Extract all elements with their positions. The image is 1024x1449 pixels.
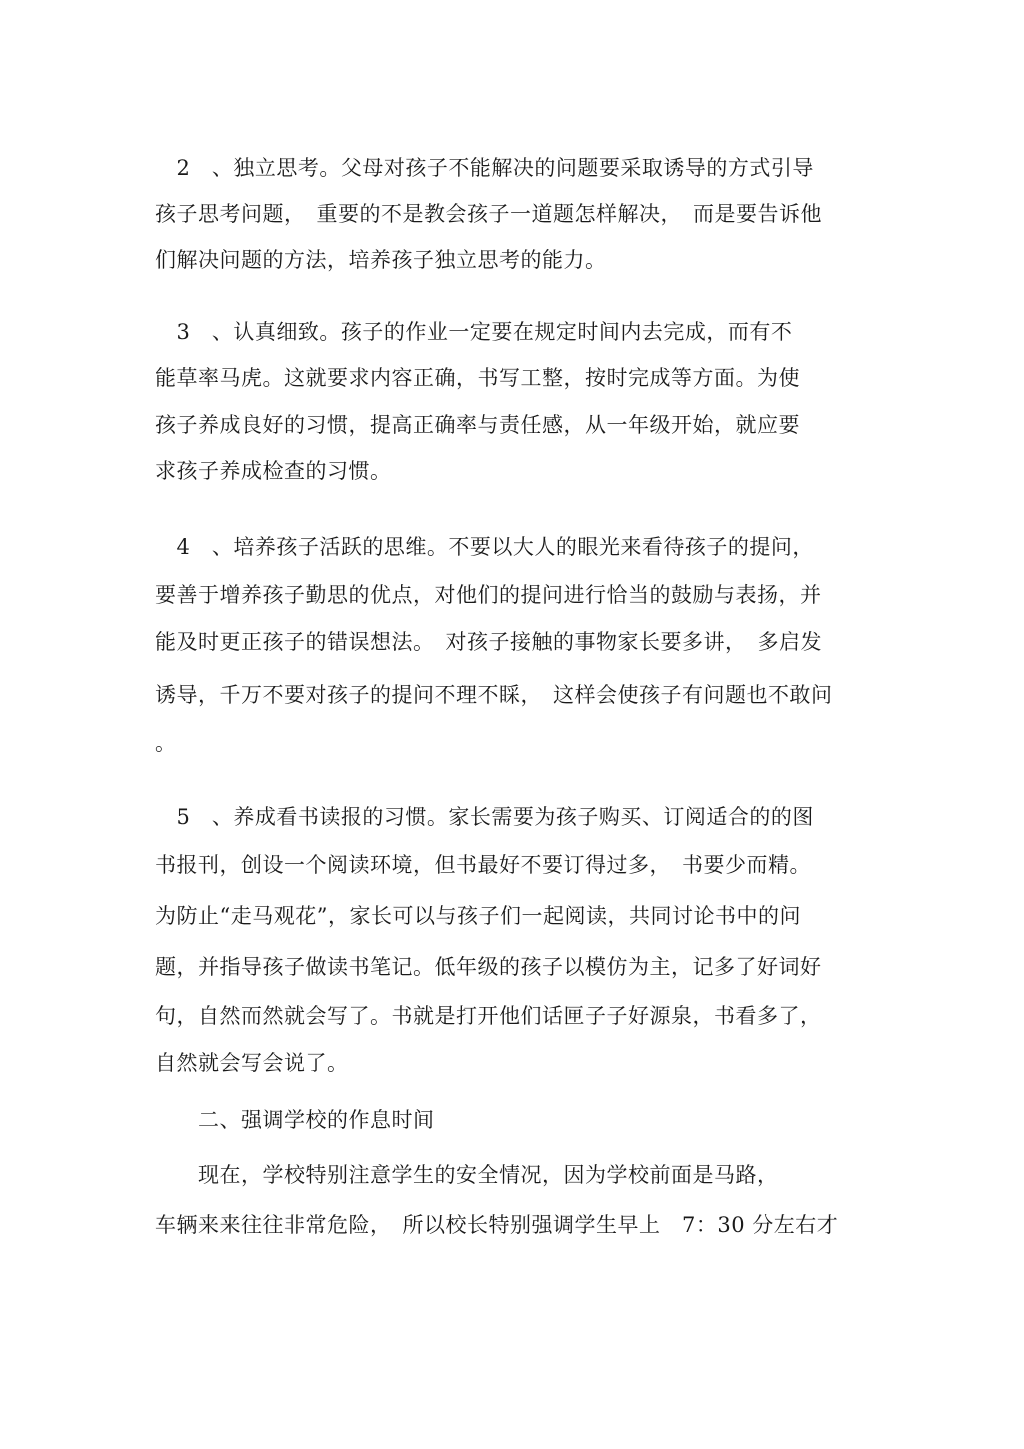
paragraph-4-line-5: 。 bbox=[155, 731, 177, 755]
paragraph-2-line-2: 孩子思考问题， 重要的不是教会孩子一道题怎样解决， 而是要告诉他 bbox=[155, 202, 822, 226]
section-heading: 二、强调学校的作息时间 bbox=[155, 1108, 435, 1132]
paragraph-6-line-2: 车辆来来往往非常危险， 所以校长特别强调学生早上 7：30 分左右才 bbox=[155, 1213, 839, 1237]
paragraph-5-line-6: 自然就会写会说了。 bbox=[155, 1051, 349, 1075]
paragraph-6-line-1: 现在，学校特别注意学生的安全情况，因为学校前面是马路， bbox=[155, 1163, 779, 1187]
paragraph-5-line-3: 为防止“走马观花”，家长可以与孩子们一起阅读，共同讨论书中的问 bbox=[155, 904, 801, 928]
paragraph-3-line-3: 孩子养成良好的习惯，提高正确率与责任感，从一年级开始，就应要 bbox=[155, 413, 800, 437]
paragraph-5-line-4: 题，并指导孩子做读书笔记。低年级的孩子以模仿为主，记多了好词好 bbox=[155, 955, 822, 979]
paragraph-3-line-2: 能草率马虎。这就要求内容正确，书写工整，按时完成等方面。为使 bbox=[155, 366, 800, 390]
paragraph-4-line-4: 诱导，千万不要对孩子的提问不理不睬， 这样会使孩子有问题也不敢问 bbox=[155, 683, 833, 707]
paragraph-4-line-3: 能及时更正孩子的错误想法。 对孩子接触的事物家长要多讲， 多启发 bbox=[155, 630, 822, 654]
paragraph-3-line-1: 3 、认真细致。孩子的作业一定要在规定时间内去完成，而有不 bbox=[155, 320, 793, 344]
paragraph-4-line-1: 4 、培养孩子活跃的思维。不要以大人的眼光来看待孩子的提问， bbox=[155, 535, 814, 559]
paragraph-5-line-5: 句，自然而然就会写了。书就是打开他们话匣子子好源泉，书看多了， bbox=[155, 1004, 822, 1028]
paragraph-2-line-3: 们解决问题的方法，培养孩子独立思考的能力。 bbox=[155, 248, 607, 272]
paragraph-2-line-1: 2 、独立思考。父母对孩子不能解决的问题要采取诱导的方式引导 bbox=[155, 156, 814, 180]
paragraph-3-line-4: 求孩子养成检查的习惯。 bbox=[155, 459, 392, 483]
paragraph-5-line-2: 书报刊，创设一个阅读环境，但书最好不要订得过多， 书要少而精。 bbox=[155, 853, 811, 877]
paragraph-4-line-2: 要善于增养孩子勤思的优点，对他们的提问进行恰当的鼓励与表扬，并 bbox=[155, 583, 822, 607]
paragraph-5-line-1: 5 、养成看书读报的习惯。家长需要为孩子购买、订阅适合的的图 bbox=[155, 805, 814, 829]
